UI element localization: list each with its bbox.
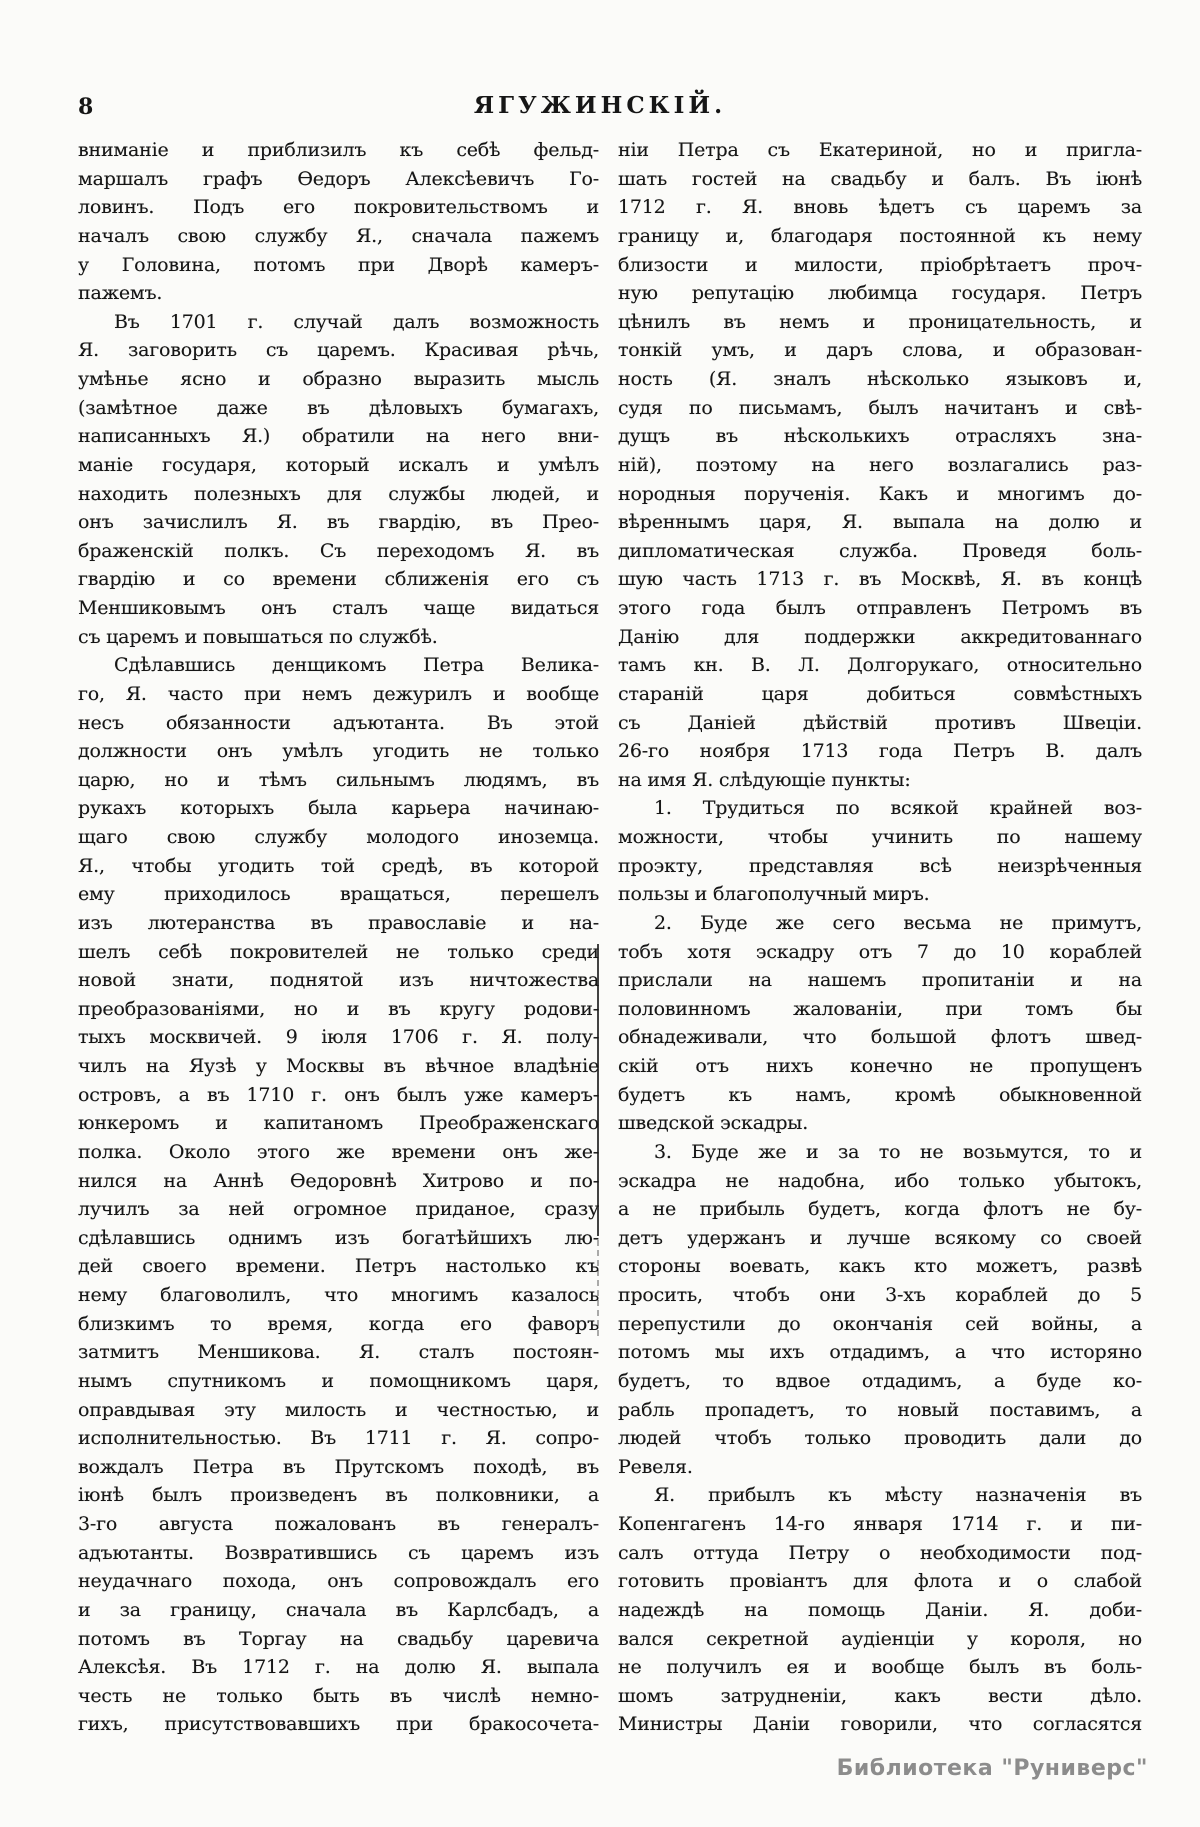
column-divider-rule bbox=[597, 944, 599, 1236]
text-line: 26-го ноября 1713 года Петръ В. далъ bbox=[618, 740, 1142, 763]
text-line: Меншиковымъ онъ сталъ чаще видаться bbox=[78, 597, 599, 619]
text-line: шать гостей на свадьбу и балъ. Въ іюнѣ bbox=[618, 167, 1142, 190]
text-line: чилъ на Яузѣ у Москвы въ вѣчное владѣніе bbox=[78, 1055, 599, 1077]
text-line: проэкту, представляя всѣ неизрѣченныя bbox=[618, 854, 1142, 877]
text-line: будетъ, то вдвое отдадимъ, а буде ко- bbox=[618, 1369, 1142, 1392]
text-line: преобразованіями, но и въ кругу родови- bbox=[78, 997, 599, 1020]
text-line: эскадра не надобна, ибо только убытокъ, bbox=[618, 1169, 1142, 1192]
text-line: у Головина, потомъ при Дворѣ камеръ- bbox=[78, 253, 599, 276]
text-line: потомъ мы ихъ отдадимъ, а что исторяно bbox=[618, 1341, 1142, 1364]
text-line: потомъ въ Торгау на свадьбу царевича bbox=[78, 1627, 599, 1650]
text-line: Сдѣлавшись денщикомъ Петра Велика- bbox=[114, 654, 599, 677]
text-line: дипломатическая служба. Проведя боль- bbox=[618, 539, 1142, 562]
text-column-left bbox=[78, 136, 599, 1739]
text-line: исполнительностью. Въ 1711 г. Я. сопро- bbox=[78, 1427, 599, 1450]
page-number: 8 bbox=[78, 94, 94, 120]
text-line: 2. Буде же сего весьма не примутъ, bbox=[654, 911, 1142, 934]
text-line: тонкій умъ, и даръ слова, и образован- bbox=[618, 339, 1142, 362]
text-line: Ревеля. bbox=[618, 1455, 693, 1478]
text-line: съ Даніей дѣйствій противъ Швеціи. bbox=[618, 711, 1142, 734]
text-line: вниманіе и приблизилъ къ себѣ фельд- bbox=[78, 139, 599, 161]
text-line: и за границу, сначала въ Карлсбадъ, а bbox=[78, 1598, 599, 1621]
text-line: маршалъ графъ Ѳедоръ Алексѣевичъ Го- bbox=[78, 167, 599, 190]
text-line: умѣнье ясно и образно выразить мысль bbox=[78, 368, 599, 390]
text-line: шую часть 1713 г. въ Москвѣ, Я. въ концѣ bbox=[618, 568, 1142, 591]
text-line: съ царемъ и повышаться по службѣ. bbox=[78, 625, 438, 648]
text-line: нородныя порученія. Какъ и многимъ до- bbox=[618, 482, 1142, 505]
library-watermark: Библиотека "Руниверс" bbox=[836, 1756, 1148, 1781]
text-line: должности онъ умѣлъ угодить не только bbox=[78, 740, 599, 763]
text-line: на имя Я. слѣдующіе пункты: bbox=[618, 768, 911, 791]
text-line: Данію для поддержки аккредитованнаго bbox=[618, 625, 1142, 648]
text-line: (замѣтное даже въ дѣловыхъ бумагахъ, bbox=[78, 396, 599, 419]
text-column-right bbox=[618, 136, 1142, 1739]
text-line: прислали на нашемъ пропитаніи и на bbox=[618, 969, 1142, 992]
text-line: честь не только быть въ числѣ немно- bbox=[78, 1684, 599, 1707]
text-line: половинномъ жалованіи, при томъ бы bbox=[618, 997, 1142, 1020]
text-line: Я. заговорить съ царемъ. Красивая рѣчь, bbox=[78, 339, 599, 362]
text-line: перепустили до окончанія сей войны, а bbox=[618, 1312, 1142, 1335]
text-line: границу и, благодаря постоянной къ нему bbox=[618, 224, 1142, 247]
text-line: написанныхъ Я.) обратили на него вни- bbox=[78, 425, 599, 448]
text-line: готовить провіантъ для флота и о слабой bbox=[618, 1570, 1142, 1593]
text-line: онъ зачислилъ Я. въ гвардію, въ Прео- bbox=[78, 511, 599, 534]
text-line: дущъ въ нѣсколькихъ отрасляхъ зна- bbox=[618, 425, 1142, 448]
text-line: ную репутацію любимца государя. Петръ bbox=[618, 282, 1142, 305]
text-line: юнкеромъ и капитаномъ Преображенскаго bbox=[78, 1112, 599, 1135]
text-line: изъ лютеранства въ православіе и на- bbox=[78, 911, 599, 934]
text-line: сдѣлавшись однимъ изъ богатѣйшихъ лю- bbox=[78, 1226, 599, 1249]
text-line: Я., чтобы угодить той средѣ, въ которой bbox=[78, 854, 599, 877]
text-line: ность (Я. зналъ нѣсколько языковъ и, bbox=[618, 368, 1142, 390]
text-line: тамъ кн. В. Л. Долгорукаго, относительно bbox=[618, 654, 1142, 677]
text-line: обнадеживали, что большой флотъ швед- bbox=[618, 1026, 1142, 1049]
column-divider-rule-faded bbox=[597, 1240, 599, 1336]
text-line: рукахъ которыхъ была карьера начинаю- bbox=[78, 797, 599, 820]
text-line: цѣнилъ въ немъ и проницательность, и bbox=[618, 310, 1142, 333]
text-line: рабль пропадетъ, то новый поставимъ, а bbox=[618, 1398, 1142, 1421]
text-line: стараній царя добиться совмѣстныхъ bbox=[618, 682, 1142, 705]
text-line: детъ удержанъ и лучше всякому со своей bbox=[618, 1226, 1142, 1249]
text-line: полка. Около этого же времени онъ же- bbox=[78, 1140, 599, 1163]
text-line: маніе государя, который искалъ и умѣлъ bbox=[78, 453, 599, 476]
text-line: гвардію и со времени сближенія его съ bbox=[78, 568, 599, 591]
text-line: неудачнаго похода, онъ сопровождалъ его bbox=[78, 1570, 599, 1593]
text-line: будетъ къ намъ, кромѣ обыкновенной bbox=[618, 1083, 1142, 1106]
text-line: пажемъ. bbox=[78, 282, 163, 305]
text-line: островъ, а въ 1710 г. онъ былъ уже камеръ- bbox=[78, 1083, 599, 1106]
text-line: адъютанты. Возвратившись съ царемъ изъ bbox=[78, 1541, 599, 1564]
text-line: ніи Петра съ Екатериной, но и пригла- bbox=[618, 139, 1142, 161]
text-line: нился на Аннѣ Ѳедоровнѣ Хитрово и по- bbox=[78, 1169, 599, 1192]
text-line: щаго свою службу молодого иноземца. bbox=[78, 826, 599, 848]
text-line: ній), поэтому на него возлагались раз- bbox=[618, 453, 1142, 476]
text-line: 3. Буде же и за то не возьмутся, то и bbox=[654, 1140, 1142, 1163]
text-line: ловинъ. Подъ его покровительствомъ и bbox=[78, 196, 599, 219]
text-line: ему приходилось вращаться, перешелъ bbox=[78, 883, 599, 906]
text-line: іюнѣ былъ произведенъ въ полковники, а bbox=[78, 1484, 599, 1507]
text-line: оправдывая эту милость и честностью, и bbox=[78, 1398, 599, 1421]
text-line: надеждѣ на помощь Даніи. Я. доби- bbox=[618, 1598, 1142, 1621]
text-line: 1712 г. Я. вновь ѣдетъ съ царемъ за bbox=[618, 196, 1142, 219]
text-line: браженскій полкъ. Съ переходомъ Я. въ bbox=[78, 539, 599, 562]
text-line: не получилъ ея и вообще былъ въ боль- bbox=[618, 1656, 1142, 1679]
text-line: 1. Трудиться по всякой крайней воз- bbox=[654, 797, 1142, 820]
text-line: пользы и благополучный миръ. bbox=[618, 883, 930, 906]
text-line: дей своего времени. Петръ настолько къ bbox=[78, 1255, 599, 1278]
text-line: шомъ затрудненіи, какъ вести дѣло. bbox=[618, 1684, 1142, 1707]
text-line: затмитъ Меншикова. Я. сталъ постоян- bbox=[78, 1341, 599, 1364]
text-line: Министры Даніи говорили, что согласятся bbox=[618, 1713, 1142, 1736]
text-line: скій отъ нихъ конечно не пропущенъ bbox=[618, 1055, 1142, 1077]
text-line: Я. прибылъ къ мѣсту назначенія въ bbox=[654, 1484, 1142, 1507]
page-title: ЯГУЖИНСКІЙ. bbox=[473, 92, 727, 119]
text-line: вождалъ Петра въ Прутскомъ походѣ, въ bbox=[78, 1455, 599, 1478]
text-line: Копенгагенъ 14-го января 1714 г. и пи- bbox=[618, 1513, 1142, 1535]
text-line: нему благоволилъ, что многимъ казалось bbox=[78, 1284, 599, 1306]
text-line: вался секретной аудіенціи у короля, но bbox=[618, 1627, 1142, 1650]
text-line: Алексѣя. Въ 1712 г. на долю Я. выпала bbox=[78, 1656, 599, 1679]
text-line: стороны воевать, какъ кто можетъ, развѣ bbox=[618, 1255, 1142, 1278]
text-line: шведской эскадры. bbox=[618, 1112, 809, 1135]
text-line: новой знати, поднятой изъ ничтожества bbox=[78, 969, 599, 992]
text-line: царю, но и тѣмъ сильнымъ людямъ, въ bbox=[78, 768, 599, 791]
text-line: близкимъ то время, когда его фаворъ bbox=[78, 1312, 599, 1335]
text-line: 3-го августа пожалованъ въ генералъ- bbox=[78, 1513, 599, 1535]
text-line: Въ 1701 г. случай далъ возможность bbox=[114, 310, 599, 333]
text-line: судя по письмамъ, былъ начитанъ и свѣ- bbox=[618, 396, 1142, 419]
text-line: близости и милости, пріобрѣтаетъ проч- bbox=[618, 253, 1142, 276]
text-line: лучилъ за ней огромное приданое, сразу bbox=[78, 1198, 599, 1221]
text-line: нымъ спутникомъ и помощникомъ царя, bbox=[78, 1369, 599, 1392]
text-line: вѣреннымъ царя, Я. выпала на долю и bbox=[618, 511, 1142, 534]
text-line: тыхъ москвичей. 9 іюля 1706 г. Я. полу- bbox=[78, 1026, 599, 1049]
text-line: этого года былъ отправленъ Петромъ въ bbox=[618, 597, 1142, 619]
text-line: шелъ себѣ покровителей не только среди bbox=[78, 940, 599, 963]
text-line: тобъ хотя эскадру отъ 7 до 10 кораблей bbox=[618, 940, 1142, 963]
text-line: началъ свою службу Я., сначала пажемъ bbox=[78, 224, 599, 247]
text-line: салъ оттуда Петру о необходимости под- bbox=[618, 1541, 1142, 1564]
text-line: просить, чтобъ они 3-хъ кораблей до 5 bbox=[618, 1284, 1142, 1306]
text-line: гихъ, присутствовавшихъ при бракосочета- bbox=[78, 1713, 599, 1736]
text-line: можности, чтобы учинить по нашему bbox=[618, 826, 1142, 848]
text-line: людей чтобъ только проводить дали до bbox=[618, 1427, 1142, 1450]
text-line: го, Я. часто при немъ дежурилъ и вообще bbox=[78, 682, 599, 705]
text-line: а не прибыль будетъ, когда флотъ не бу- bbox=[618, 1198, 1142, 1221]
text-line: несъ обязанности адъютанта. Въ этой bbox=[78, 711, 599, 734]
text-line: находить полезныхъ для службы людей, и bbox=[78, 482, 599, 505]
